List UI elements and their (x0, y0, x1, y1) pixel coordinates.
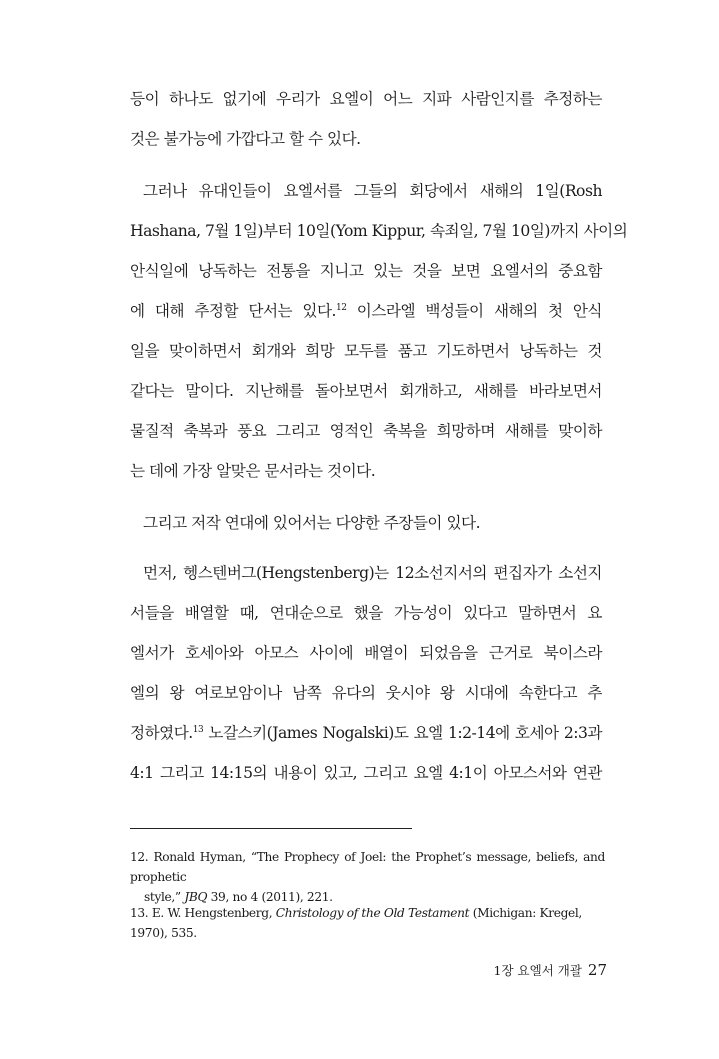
running-header-chapter: 1장 요엘서 개괄 (493, 963, 582, 978)
text-segment: 노갈스키(James Nogalski)도 요엘 1:2-14에 호세아 2:3과 (203, 724, 602, 742)
text-line: 서들을 배열할 때, 연대순으로 했을 가능성이 있다고 말하면서 요 (130, 604, 602, 622)
text-line: 등이 하나도 없기에 우리가 요엘이 어느 지파 사람인지를 추정하는 (130, 90, 602, 108)
footnote-divider (130, 828, 412, 829)
text-line: Hashana, 7월 1일)부터 10일(Yom Kippur, 속죄일, 7월 10일)까지 사이의 (130, 222, 628, 240)
text-line: 물질적 축복과 풍요 그리고 영적인 축복을 희망하며 새해를 맞이하 (130, 422, 602, 440)
book-title: Christology of the Old Testament (275, 906, 470, 920)
text-line: 그리고 저작 연대에 있어서는 다양한 주장들이 있다. (143, 514, 481, 532)
text-line: 는 데에 가장 알맞은 문서라는 것이다. (130, 462, 376, 480)
text-line: 엘의 왕 여로보암이나 남쪽 유다의 웃시야 왕 시대에 속한다고 추 (130, 684, 602, 702)
footnote-12 (130, 847, 605, 907)
footnote-text: (Michigan: Kregel, 1970), 535. (130, 906, 582, 940)
text-line (130, 298, 602, 324)
footnote-number: 12. (130, 850, 149, 864)
footnote-text: 39, no 4 (2011), 221. (207, 890, 333, 904)
text-segment: 에 대해 추정할 단서는 있다. (130, 302, 336, 320)
page-footer (494, 960, 607, 981)
footnote-ref-13[interactable]: 13 (192, 725, 204, 735)
text-line: 그러나 유대인들이 요엘서를 그들의 회당에서 새해의 1일(Rosh (143, 182, 602, 200)
text-line: 같다는 말이다. 지난해를 돌아보면서 회개하고, 새해를 바라보면서 (130, 382, 602, 400)
text-line: 것은 불가능에 가깝다고 할 수 있다. (130, 130, 361, 148)
text-segment: 정하였다. (130, 724, 193, 742)
text-line: 안식일에 낭독하는 전통을 지니고 있는 것을 보면 요엘서의 중요함 (130, 262, 602, 280)
footnote-ref-12[interactable]: 12 (335, 303, 347, 313)
text-line (130, 720, 602, 746)
footnote-number: 13. (130, 906, 149, 920)
footnote-13 (130, 903, 605, 943)
page-number: 27 (587, 961, 607, 979)
footnote-text: Ronald Hyman, “The Prophecy of Joel: the Prophet’s message, beliefs, and prophetic (130, 850, 605, 884)
text-line: 4:1 그리고 14:15의 내용이 있고, 그리고 요엘 4:1이 아모스서와 연관 (130, 764, 602, 782)
text-line: 엘서가 호세아와 아모스 사이에 배열이 되었음을 근거로 북이스라 (130, 644, 602, 662)
footnote-text: style,” (144, 890, 185, 904)
journal-title: JBQ (184, 890, 208, 904)
text-segment: 이스라엘 백성들이 새해의 첫 안식 (346, 302, 602, 320)
text-line: 먼저, 헹스텐버그(Hengstenberg)는 12소선지서의 편집자가 소선지 (143, 564, 602, 582)
footnote-line (130, 847, 605, 887)
footnote-text: E. W. Hengstenberg, (151, 906, 276, 920)
text-line: 일을 맞이하면서 회개와 희망 모두를 품고 기도하면서 낭독하는 것 (130, 342, 602, 360)
